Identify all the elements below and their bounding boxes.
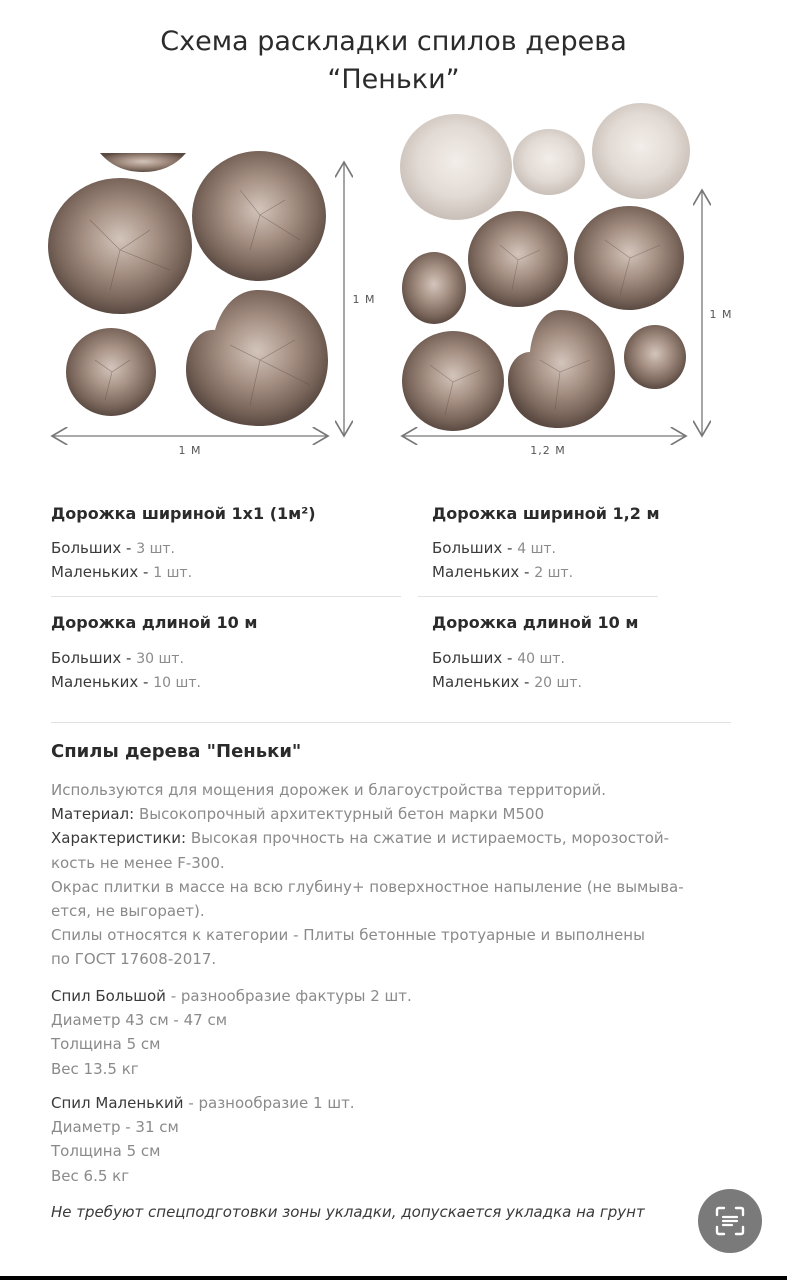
large-value: 3 шт. xyxy=(136,541,175,557)
small-label: Маленьких - xyxy=(432,673,530,691)
product-heading: Спилы дерева "Пеньки" xyxy=(51,741,302,762)
stump-slice-light xyxy=(513,129,585,195)
left-scheme xyxy=(48,151,376,457)
stump-slice xyxy=(66,328,156,416)
large-label: Больших - xyxy=(51,539,132,557)
small-label: Маленьких - xyxy=(51,673,149,691)
spec-heading-10m: Дорожка длиной 10 м xyxy=(51,613,258,632)
page-title-line1: Схема раскладки спилов дерева xyxy=(160,26,627,57)
large-label: Больших - xyxy=(432,649,513,667)
spec-row-large xyxy=(432,539,556,557)
stump-slice xyxy=(192,151,326,281)
spec-heading-1x1: Дорожка шириной 1х1 (1м²) xyxy=(51,504,316,523)
stump-slice xyxy=(574,206,684,310)
right-scheme xyxy=(400,103,733,457)
small-piece-weight: Вес 6.5 кг xyxy=(51,1166,130,1185)
stump-slice xyxy=(468,211,568,307)
characteristics-cont: кость не менее F-300. xyxy=(51,853,225,872)
small-piece-diameter: Диаметр - 31 см xyxy=(51,1118,179,1137)
gost-text: Спилы относятся к категории - Плиты бетонные тротуарные и выполнены xyxy=(51,926,645,945)
large-piece-thickness: Толщина 5 см xyxy=(51,1035,161,1054)
small-label: Маленьких - xyxy=(51,563,149,581)
page-title-line2: “Пеньки” xyxy=(327,64,460,95)
characteristics-label: Характеристики: xyxy=(51,829,187,848)
spec-heading-1-2: Дорожка шириной 1,2 м xyxy=(432,504,660,523)
small-value: 1 шт. xyxy=(153,565,193,581)
color-text: Окрас плитки в массе на всю глубину+ поверхностное напыление (не вымыва- xyxy=(51,877,684,896)
material-label: Материал: xyxy=(51,805,135,824)
stump-slice xyxy=(186,290,328,426)
spec-row-small xyxy=(51,673,201,691)
stump-slice-light xyxy=(592,103,690,199)
stump-slice xyxy=(48,178,192,314)
spec-row-large xyxy=(51,539,175,557)
layout-scheme-diagram xyxy=(0,0,787,470)
small-label: Маленьких - xyxy=(432,563,530,581)
height-label: 1 М xyxy=(352,293,376,306)
spec-row-small xyxy=(51,563,192,581)
usage-text: Используются для мощения дорожек и благоустройства территорий. xyxy=(51,781,607,799)
spec-row-small xyxy=(432,563,573,581)
large-label: Больших - xyxy=(432,539,513,557)
height-label: 1 М xyxy=(709,308,733,321)
small-value: 20 шт. xyxy=(534,675,582,691)
material-value: Высокопрочный архитектурный бетон марки М500 xyxy=(134,805,545,824)
large-value: 40 шт. xyxy=(517,651,565,667)
footer-note: Не требуют спецподготовки зоны укладки, допускается укладка на грунт xyxy=(51,1203,645,1221)
stump-slice xyxy=(100,153,186,172)
section-divider xyxy=(51,722,731,723)
small-piece-thickness: Толщина 5 см xyxy=(51,1142,161,1161)
large-piece-variety: - разнообразие фактуры 2 шт. xyxy=(165,987,412,1005)
material-line xyxy=(51,802,741,826)
large-value: 4 шт. xyxy=(517,541,556,557)
small-piece-specs xyxy=(51,1091,741,1188)
scan-text-icon xyxy=(713,1204,747,1238)
stump-slice xyxy=(508,310,615,428)
large-value: 30 шт. xyxy=(136,651,184,667)
large-piece-label: Спил Большой xyxy=(51,987,166,1005)
product-description xyxy=(51,778,741,972)
stump-slice-light xyxy=(400,114,512,220)
gost-text-cont: по ГОСТ 17608-2017. xyxy=(51,950,217,969)
characteristics-value: Высокая прочность на сжатие и истираемость, морозостой- xyxy=(186,829,670,848)
characteristics-line xyxy=(51,826,741,850)
spec-row-large xyxy=(51,649,184,667)
small-value: 10 шт. xyxy=(153,675,201,691)
width-label: 1,2 М xyxy=(530,444,566,457)
spec-heading-10m-wide: Дорожка длиной 10 м xyxy=(432,613,639,632)
stump-slice xyxy=(624,325,686,389)
small-piece-label: Спил Маленький xyxy=(51,1094,184,1112)
large-label: Больших - xyxy=(51,649,132,667)
large-piece-weight: Вес 13.5 кг xyxy=(51,1059,139,1078)
small-piece-variety: - разнообразие 1 шт. xyxy=(183,1094,355,1112)
spec-row-small xyxy=(432,673,582,691)
divider xyxy=(51,596,401,597)
width-label: 1 М xyxy=(178,444,202,457)
small-piece-title xyxy=(51,1091,741,1115)
color-text-cont: ется, не выгорает). xyxy=(51,902,205,921)
large-piece-title xyxy=(51,984,741,1008)
scan-text-button[interactable] xyxy=(698,1189,762,1253)
large-piece-diameter: Диаметр 43 см - 47 см xyxy=(51,1011,228,1030)
large-piece-specs xyxy=(51,984,741,1081)
stump-slice xyxy=(402,252,466,324)
stump-slice xyxy=(402,331,504,431)
small-value: 2 шт. xyxy=(534,565,574,581)
divider xyxy=(418,596,658,597)
spec-row-large xyxy=(432,649,565,667)
